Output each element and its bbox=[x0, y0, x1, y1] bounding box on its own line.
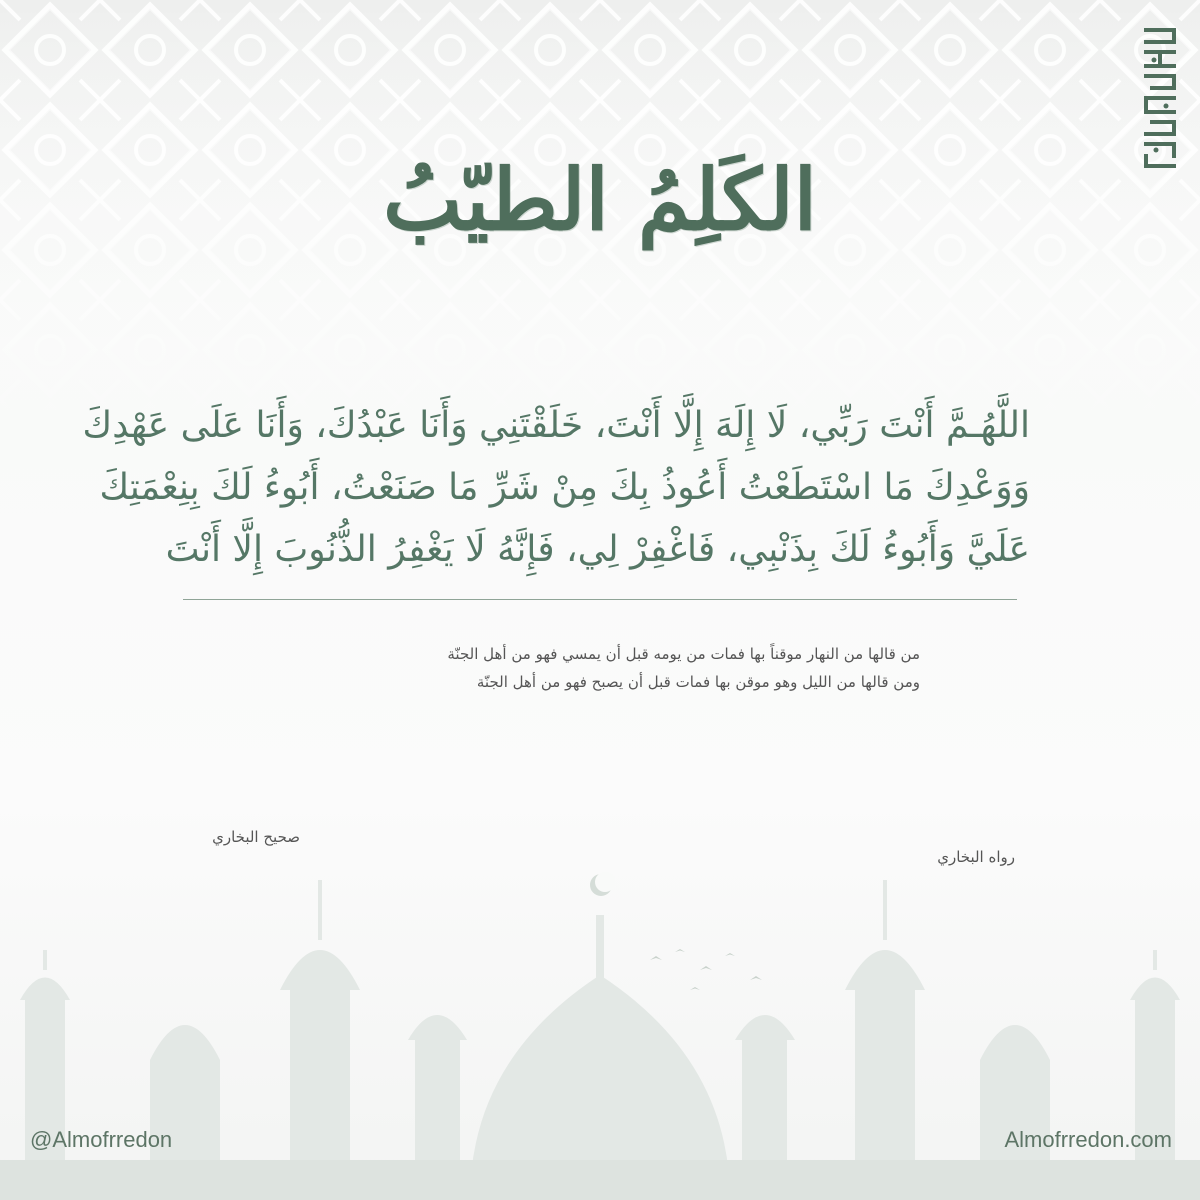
dua-line: عَلَيَّ وَأَبُوءُ لَكَ بِذَنْبِي، فَاغْفِرْ لِي، فَإِنَّهُ لَا يَغْفِرُ الذُّنُوبَ إِلَّا أَنْتَ bbox=[165, 529, 1030, 570]
crescent-moon-icon bbox=[586, 870, 616, 900]
narration-source-label: رواه البخاري bbox=[937, 848, 1015, 866]
website-link[interactable]: Almofrredon.com bbox=[1004, 1127, 1172, 1152]
note-line: ومن قالها من الليل وهو موقن بها فمات قبل أن يصبح فهو من أهل الجنّة bbox=[476, 673, 920, 691]
dua-line: اللَّهُـمَّ أَنْتَ رَبِّي، لَا إِلَهَ إِلَّا أَنْتَ، خَلَقْتَنِي وَأَنَا عَبْدُكَ، وَأَنَا عَلَى عَهْدِكَ bbox=[82, 405, 1030, 446]
dua-text bbox=[82, 395, 1030, 581]
social-handle: @Almofrredon bbox=[30, 1127, 173, 1152]
note-line: من قالها من النهار موقناً بها فمات من يومه قبل أن يمسي فهو من أهل الجنّة bbox=[447, 645, 920, 663]
divider bbox=[183, 599, 1017, 600]
source-book-label: صحيح البخاري bbox=[212, 828, 300, 846]
page-title: الكَلِمُ الطيّبُ bbox=[383, 150, 817, 249]
dua-line: وَوَعْدِكَ مَا اسْتَطَعْتُ أَعُوذُ بِكَ مِنْ شَرِّ مَا صَنَعْتُ، أَبُوءُ لَكَ بِنِعْمَتِكَ bbox=[99, 467, 1030, 508]
hadith-note bbox=[260, 640, 920, 696]
